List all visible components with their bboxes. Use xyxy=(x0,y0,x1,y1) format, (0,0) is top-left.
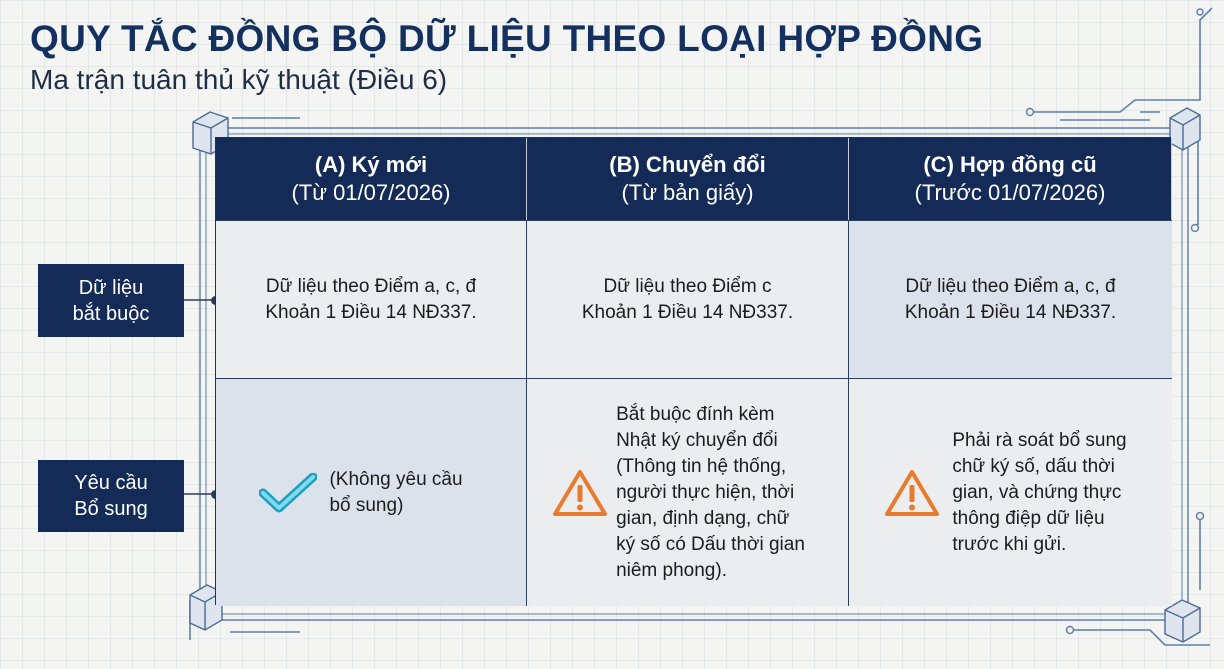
matrix-cell-a-mandatory xyxy=(216,220,527,378)
matrix-cell-b-additional xyxy=(527,378,849,606)
cell-text: (Không yêu cầu bổ sung) xyxy=(329,468,463,516)
row-label-mandatory-data xyxy=(38,264,184,337)
row-label-additional-requirements xyxy=(38,460,184,532)
column-header-new-signing xyxy=(216,138,527,220)
cell-text: Dữ liệu theo Điểm c Khoản 1 Điều 14 NĐ337. xyxy=(581,275,794,323)
page-subtitle: Ma trận tuân thủ kỹ thuật (Điều 6) xyxy=(30,64,448,95)
cell-text: Dữ liệu theo Điểm a, c, đ Khoản 1 Điều 14 NĐ337. xyxy=(265,275,477,323)
column-header-old-contract xyxy=(849,138,1172,220)
column-header-conversion xyxy=(527,138,849,220)
cell-text: Bắt buộc đính kèm Nhật ký chuyển đổi (Thông tin hệ thống, người thực hiện, thời gian, định dạng, chữ ký số có Dấu thời gian niêm phong). xyxy=(616,403,805,581)
column-header-label: (A) Ký mới xyxy=(314,152,428,177)
row-label-text: Dữ liệu bắt buộc xyxy=(72,276,150,325)
matrix-cell-c-additional xyxy=(849,378,1172,606)
column-header-sub: (Trước 01/07/2026) xyxy=(914,180,1106,205)
page-title: QUY TẮC ĐỒNG BỘ DỮ LIỆU THEO LOẠI HỢP ĐỒNG xyxy=(30,18,984,59)
matrix-cell-a-additional xyxy=(216,378,527,606)
column-header-sub: (Từ 01/07/2026) xyxy=(291,180,451,205)
cell-text: Dữ liệu theo Điểm a, c, đ Khoản 1 Điều 14 NĐ337. xyxy=(904,275,1117,323)
matrix-cell-b-mandatory xyxy=(527,220,849,378)
matrix-cell-c-mandatory xyxy=(849,220,1172,378)
column-header-label: (B) Chuyển đổi xyxy=(609,152,766,177)
warning-icon xyxy=(552,468,608,518)
column-header-label: (C) Hợp đồng cũ xyxy=(923,152,1097,177)
check-icon xyxy=(259,473,317,513)
cell-text: Phải rà soát bổ sung chữ ký số, dấu thời gian, và chứng thực thông điệp dữ liệu trước khi gửi. xyxy=(952,429,1127,555)
row-label-text: Yêu cầu Bổ sung xyxy=(74,472,148,520)
warning-icon xyxy=(884,468,940,518)
column-header-sub: (Từ bản giấy) xyxy=(621,180,754,205)
compliance-matrix xyxy=(215,137,1171,605)
